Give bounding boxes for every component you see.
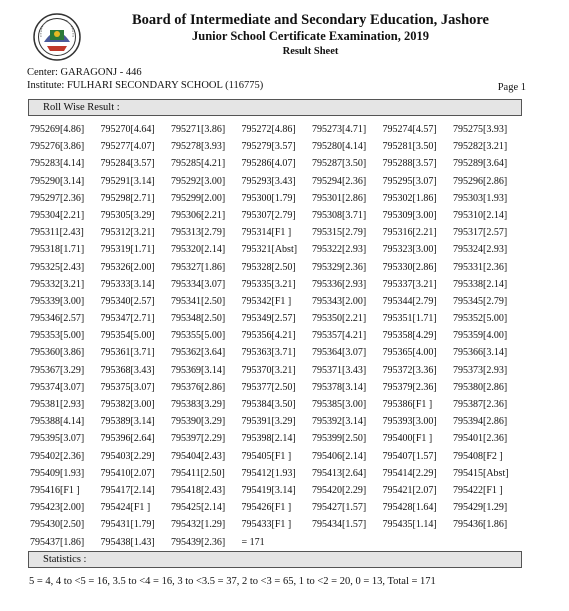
result-cell: 795352[5.00] (453, 313, 508, 325)
institute-info: Institute: FULHARI SECONDARY SCHOOL (116775) (27, 80, 264, 91)
result-cell: 795384[3.50] (241, 399, 296, 410)
result-cell: 795313[2.79] (171, 227, 226, 239)
result-cell: 795310[2.14] (453, 209, 508, 221)
result-cell: 795306[2.21] (171, 209, 226, 221)
result-cell: 795411[2.50] (171, 467, 225, 479)
result-cell: 795341[2.50] (171, 295, 226, 307)
result-cell: 795323[3.00] (382, 244, 437, 256)
result-cell: 795345[2.79] (453, 295, 508, 307)
result-cell: 795376[2.86] (171, 381, 226, 393)
result-cell: 795333[3.14] (100, 278, 155, 290)
result-cell: 795383[3.29] (171, 399, 226, 410)
result-cell: 795325[2.43] (30, 261, 85, 273)
result-cell: 795316[2.21] (382, 227, 437, 239)
result-cell: 795281[3.50] (382, 141, 437, 153)
result-cell: 795421[2.07] (382, 484, 437, 496)
result-cell: 795300[1.79] (241, 192, 296, 204)
result-cell: 795319[1.71] (100, 244, 155, 256)
result-cell: 795422[F1 ] (453, 484, 503, 496)
result-cell: 795350[2.21] (312, 313, 367, 325)
result-cell: 795368[3.43] (100, 364, 155, 376)
result-cell: 795391[3.29] (241, 416, 296, 428)
result-cell: 795380[2.86] (453, 381, 508, 393)
result-cell: 795298[2.71] (100, 192, 155, 204)
result-cell: 795338[2.14] (453, 278, 508, 290)
result-cell: 795318[1.71] (30, 244, 85, 256)
result-cell: 795413[2.64] (312, 467, 367, 479)
result-cell: 795324[2.93] (453, 244, 508, 256)
result-cell: 795424[F1 ] (100, 502, 151, 514)
result-cell: 795414[2.29] (382, 467, 437, 479)
result-cell: 795314[F1 ] (241, 227, 292, 239)
result-cell: 795346[2.57] (30, 313, 85, 325)
result-cell: 795402[2.36] (30, 450, 85, 462)
result-cell: 795358[4.29] (382, 330, 437, 342)
result-cell: 795386[F1 ] (382, 399, 433, 410)
result-cell: 795372[3.36] (382, 364, 437, 376)
result-cell: 795273[4.71] (312, 124, 367, 135)
result-cell: 795427[1.57] (312, 502, 367, 514)
roll-wise-result-header: Roll Wise Result : (28, 99, 522, 116)
result-cell: 795375[3.07] (100, 381, 155, 393)
result-cell: 795276[3.86] (30, 141, 85, 153)
result-cell: 795420[2.29] (312, 484, 367, 496)
result-cell: 795301[2.86] (312, 192, 367, 204)
result-cell: 795365[4.00] (382, 347, 437, 359)
result-cell: 795374[3.07] (30, 381, 85, 393)
result-cell: 795311[2.43] (30, 227, 84, 239)
result-cell: 795434[1.57] (312, 519, 367, 531)
result-cell: 795299[2.00] (171, 192, 226, 204)
result-cell: 795278[3.93] (171, 141, 226, 153)
result-cell: 795429[1.29] (453, 502, 508, 514)
result-cell: 795349[2.57] (241, 313, 296, 325)
result-cell: 795317[2.57] (453, 227, 508, 239)
result-cell: 795336[2.93] (312, 278, 367, 290)
result-cell: 795291[3.14] (100, 175, 155, 187)
result-cell: 795431[1.79] (100, 519, 155, 531)
result-cell: 795282[3.21] (453, 141, 508, 153)
result-cell: 795377[2.50] (241, 381, 296, 393)
result-cell: 795351[1.71] (382, 313, 437, 325)
result-cell: 795360[3.86] (30, 347, 85, 359)
result-cell: 795381[2.93] (30, 399, 85, 410)
result-cell: 795287[3.50] (312, 158, 367, 170)
result-cell: 795307[2.79] (241, 209, 296, 221)
result-cell: 795438[1.43] (100, 536, 155, 548)
result-cell: 795417[2.14] (100, 484, 155, 496)
result-cell: 795334[3.07] (171, 278, 226, 290)
result-cell: 795329[2.36] (312, 261, 367, 273)
result-cell: 795356[4.21] (241, 330, 296, 342)
result-cell: 795293[3.43] (241, 175, 296, 187)
result-cell: 795405[F1 ] (241, 450, 292, 462)
result-cell: 795400[F1 ] (382, 433, 433, 445)
result-cell: 795433[F1 ] (241, 519, 292, 531)
result-cell: 795274[4.57] (382, 124, 437, 135)
result-cell: 795382[3.00] (100, 399, 155, 410)
result-cell: 795398[2.14] (241, 433, 296, 445)
result-cell: 795302[1.86] (382, 192, 437, 204)
result-cell: 795288[3.57] (382, 158, 437, 170)
result-cell: 795337[3.21] (382, 278, 437, 290)
result-cell: 795369[3.14] (171, 364, 226, 376)
result-cell: 795354[5.00] (100, 330, 155, 342)
result-cell: 795297[2.36] (30, 192, 85, 204)
result-cell: 795404[2.43] (171, 450, 226, 462)
result-cell: 795395[3.07] (30, 433, 85, 445)
result-cell: 795355[5.00] (171, 330, 226, 342)
page-number: Page 1 (497, 82, 526, 93)
statistics-summary: 5 = 4, 4 to <5 = 16, 3.5 to <4 = 16, 3 to <3.5 = 37, 2 to <3 = 65, 1 to <2 = 20, 0 = 13, Total = 171 (29, 576, 436, 587)
result-cell: 795348[2.50] (171, 313, 226, 325)
result-cell: 795388[4.14] (30, 416, 85, 428)
result-cell: 795359[4.00] (453, 330, 508, 342)
result-cell: 795308[3.71] (312, 209, 367, 221)
result-cell: 795269[4.86] (30, 124, 85, 135)
result-cell: 795425[2.14] (171, 502, 226, 514)
result-cell: 795392[3.14] (312, 416, 367, 428)
result-cell: 795296[2.86] (453, 175, 508, 187)
results-grid (30, 124, 530, 554)
result-cell: 795412[1.93] (241, 467, 296, 479)
result-cell: 795373[2.93] (453, 364, 508, 376)
result-cell: 795275[3.93] (453, 124, 508, 135)
result-cell: 795363[3.71] (241, 347, 296, 359)
result-cell: 795322[2.93] (312, 244, 367, 256)
result-cell: 795387[2.36] (453, 399, 508, 410)
result-cell: 795270[4.64] (100, 124, 155, 135)
result-cell: 795331[2.36] (453, 261, 508, 273)
result-cell: 795415[Abst] (453, 467, 509, 479)
result-cell: 795312[3.21] (100, 227, 155, 239)
result-cell: 795409[1.93] (30, 467, 85, 479)
result-cell: 795328[2.50] (241, 261, 296, 273)
result-cell: 795436[1.86] (453, 519, 508, 531)
result-cell: 795364[3.07] (312, 347, 367, 359)
result-cell: 795272[4.86] (241, 124, 296, 135)
result-cell: 795344[2.79] (382, 295, 437, 307)
result-cell: 795332[3.21] (30, 278, 85, 290)
statistics-header: Statistics : (28, 551, 522, 568)
result-cell: 795342[F1 ] (241, 295, 292, 307)
result-cell: 795294[2.36] (312, 175, 367, 187)
result-cell: 795321[Abst] (241, 244, 298, 256)
result-cell: 795367[3.29] (30, 364, 85, 376)
result-cell: 795283[4.14] (30, 158, 85, 170)
result-cell: 795432[1.29] (171, 519, 226, 531)
result-cell: = 171 (241, 536, 265, 548)
result-cell: 795353[5.00] (30, 330, 85, 342)
result-cell: 795370[3.21] (241, 364, 296, 376)
result-cell: 795399[2.50] (312, 433, 367, 445)
result-cell: 795292[3.00] (171, 175, 226, 187)
result-cell: 795378[3.14] (312, 381, 367, 393)
result-cell: 795277[4.07] (100, 141, 155, 153)
result-cell: 795419[3.14] (241, 484, 296, 496)
result-cell: 795286[4.07] (241, 158, 296, 170)
result-cell: 795396[2.64] (100, 433, 155, 445)
result-cell: 795423[2.00] (30, 502, 85, 514)
result-cell: 795397[2.29] (171, 433, 226, 445)
result-cell: 795410[2.07] (100, 467, 155, 479)
board-title: Board of Intermediate and Secondary Education, Jashore (131, 12, 489, 28)
result-cell: 795385[3.00] (312, 399, 367, 410)
result-cell: 795280[4.14] (312, 141, 367, 153)
result-cell: 795435[1.14] (382, 519, 437, 531)
result-cell: 795390[3.29] (171, 416, 226, 428)
result-cell: 795362[3.64] (171, 347, 226, 359)
result-cell: 795371[3.43] (312, 364, 367, 376)
result-cell: 795339[3.00] (30, 295, 85, 307)
result-cell: 795303[1.93] (453, 192, 508, 204)
result-cell: 795394[2.86] (453, 416, 508, 428)
result-cell: 795393[3.00] (382, 416, 437, 428)
result-cell: 795406[2.14] (312, 450, 367, 462)
result-cell: 795403[2.29] (100, 450, 155, 462)
result-cell: 795407[1.57] (382, 450, 437, 462)
result-cell: 795357[4.21] (312, 330, 367, 342)
result-cell: 795320[2.14] (171, 244, 226, 256)
result-cell: 795279[3.57] (241, 141, 296, 153)
result-cell: 795428[1.64] (382, 502, 437, 514)
result-cell: 795327[1.86] (171, 261, 226, 273)
result-cell: 795326[2.00] (100, 261, 155, 273)
result-cell: 795389[3.14] (100, 416, 155, 428)
result-cell: 795330[2.86] (382, 261, 437, 273)
result-cell: 795335[3.21] (241, 278, 296, 290)
result-cell: 795401[2.36] (453, 433, 508, 445)
center-info: Center: GARAGONJ - 446 (27, 67, 142, 78)
result-cell: 795304[2.21] (30, 209, 85, 221)
result-cell: 795426[F1 ] (241, 502, 292, 514)
result-cell: 795315[2.79] (312, 227, 367, 239)
result-cell: 795289[3.64] (453, 158, 508, 170)
sheet-title: Result Sheet (282, 46, 339, 57)
result-cell: 795284[3.57] (100, 158, 155, 170)
result-cell: 795437[1.86] (30, 536, 85, 548)
result-cell: 795285[4.21] (171, 158, 226, 170)
result-cell: 795347[2.71] (100, 313, 155, 325)
result-cell: 795430[2.50] (30, 519, 85, 531)
result-cell: 795290[3.14] (30, 175, 85, 187)
result-cell: 795418[2.43] (171, 484, 226, 496)
result-cell: 795295[3.07] (382, 175, 437, 187)
result-cell: 795305[3.29] (100, 209, 155, 221)
result-cell: 795366[3.14] (453, 347, 508, 359)
exam-title: Junior School Certificate Examination, 2019 (192, 29, 429, 43)
result-cell: 795309[3.00] (382, 209, 437, 221)
result-cell: 795271[3.86] (171, 124, 226, 135)
result-cell: 795408[F2 ] (453, 450, 503, 462)
result-cell: 795379[2.36] (382, 381, 437, 393)
result-cell: 795343[2.00] (312, 295, 367, 307)
result-cell: 795340[2.57] (100, 295, 155, 307)
result-cell: 795439[2.36] (171, 536, 226, 548)
result-cell: 795416[F1 ] (30, 484, 80, 496)
result-cell: 795361[3.71] (100, 347, 155, 359)
